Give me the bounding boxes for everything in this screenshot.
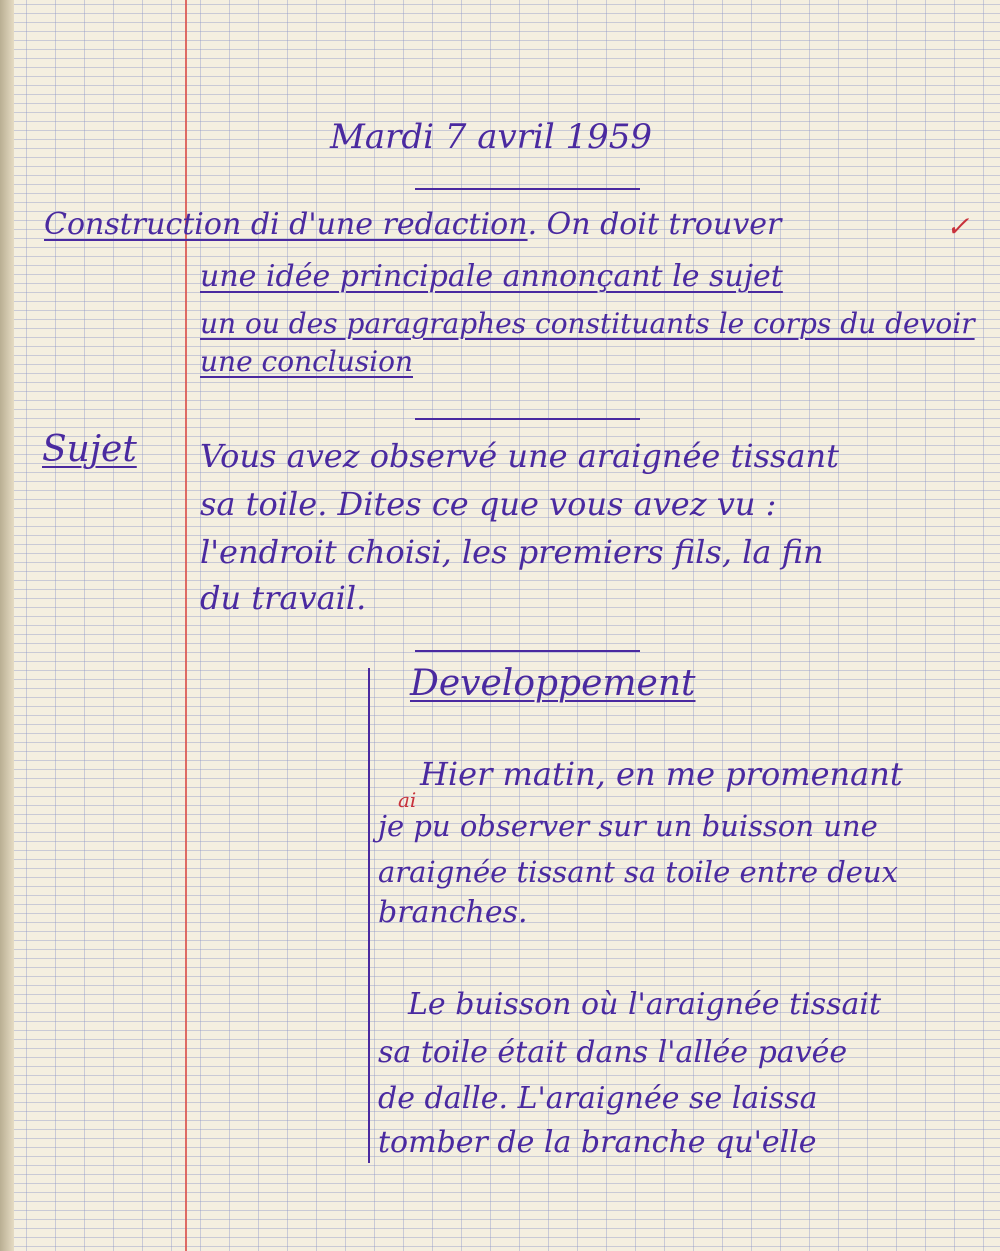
developpement-title: Developpement <box>410 663 696 704</box>
dev-line-4: branches. <box>378 895 528 930</box>
notebook-spine <box>0 0 14 1251</box>
dev-correction: ai <box>398 788 417 812</box>
item-paragraphs: un ou des paragraphes constituants le corps du devoir <box>200 307 975 340</box>
separator-2 <box>415 418 640 420</box>
separator-1 <box>415 188 640 190</box>
sujet-line-4: du travail. <box>200 579 367 617</box>
developpement-margin-line <box>368 668 370 1163</box>
correction-mark: ✓ <box>946 210 970 243</box>
dev-line-2: je pu observer sur un buisson une <box>378 809 878 843</box>
construction-intro: . On doit trouver <box>527 207 782 242</box>
sujet-line-1: Vous avez observé une araignée tissant <box>200 437 839 475</box>
separator-3 <box>415 650 640 652</box>
dev-line-7: de dalle. L'araignée se laissa <box>378 1081 818 1116</box>
date-heading: Mardi 7 avril 1959 <box>330 117 653 157</box>
construction-heading: Construction di d'une redaction <box>44 207 528 242</box>
sujet-line-2: sa toile. Dites ce que vous avez vu : <box>200 485 777 523</box>
dev-line-3: araignée tissant sa toile entre deux <box>378 855 898 889</box>
item-idea: une idée principale annonçant le sujet <box>200 259 783 294</box>
construction-line <box>44 207 782 242</box>
sujet-label: Sujet <box>42 429 137 470</box>
dev-line-8: tomber de la branche qu'elle <box>378 1125 817 1160</box>
dev-line-6: sa toile était dans l'allée pavée <box>378 1035 848 1070</box>
sujet-line-3: l'endroit choisi, les premiers fils, la fin <box>200 533 824 571</box>
red-margin-line <box>185 0 187 1251</box>
item-conclusion: une conclusion <box>200 345 413 378</box>
dev-line-1: Hier matin, en me promenant <box>420 755 903 793</box>
dev-line-5: Le buisson où l'araignée tissait <box>408 987 882 1022</box>
